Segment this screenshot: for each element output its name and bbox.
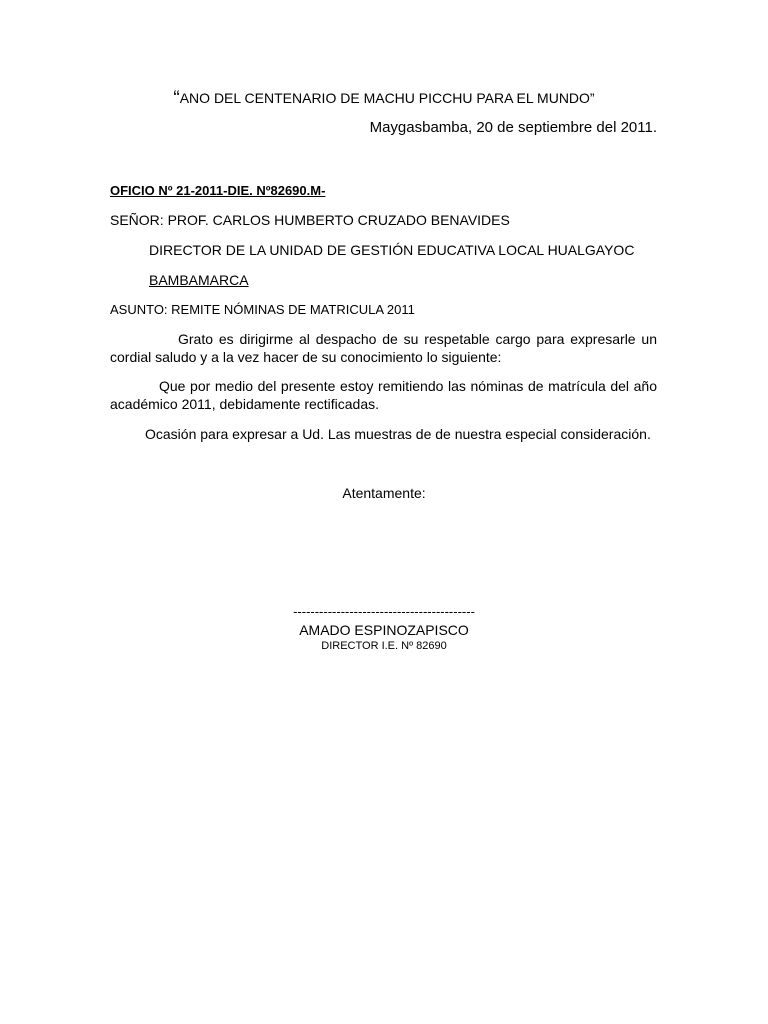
subject-line: ASUNTO: REMITE NÓMINAS DE MATRICULA 2011 <box>110 302 415 317</box>
body-paragraph-1: Grato es dirigirme al despacho de su respetable cargo para expresarle un cordial saludo y a la vez hacer de su conocimiento lo siguiente: <box>110 331 657 365</box>
signer-title: DIRECTOR I.E. Nº 82690 <box>321 640 447 652</box>
signature-line: ------------------------------------------ <box>293 604 475 619</box>
motto-open-quote: “ <box>173 88 180 109</box>
farewell: Atentamente: <box>342 485 426 501</box>
recipient-salutation: SEÑOR: PROF. CARLOS HUMBERTO CRUZADO BENAVIDES <box>110 212 510 228</box>
motto-text: ANO DEL CENTENARIO DE MACHU PICCHU PARA EL MUNDO” <box>179 90 595 106</box>
body-paragraph-2: Que por medio del presente estoy remitiendo las nóminas de matrícula del año académico 2011, debidamente rectificadas. <box>110 378 657 412</box>
oficio-reference: OFICIO Nº 21-2011-DIE. Nº82690.M- <box>110 183 326 198</box>
body-paragraph-3: Ocasión para expresar a Ud. Las muestras de de nuestra especial consideración. <box>145 426 651 442</box>
recipient-city: BAMBAMARCA <box>149 272 249 288</box>
recipient-position: DIRECTOR DE LA UNIDAD DE GESTIÓN EDUCATIVA LOCAL HUALGAYOC <box>149 242 635 258</box>
place-date: Maygasbamba, 20 de septiembre del 2011. <box>369 119 657 136</box>
signer-name: AMADO ESPINOZAPISCO <box>299 622 469 638</box>
year-motto <box>0 88 768 110</box>
